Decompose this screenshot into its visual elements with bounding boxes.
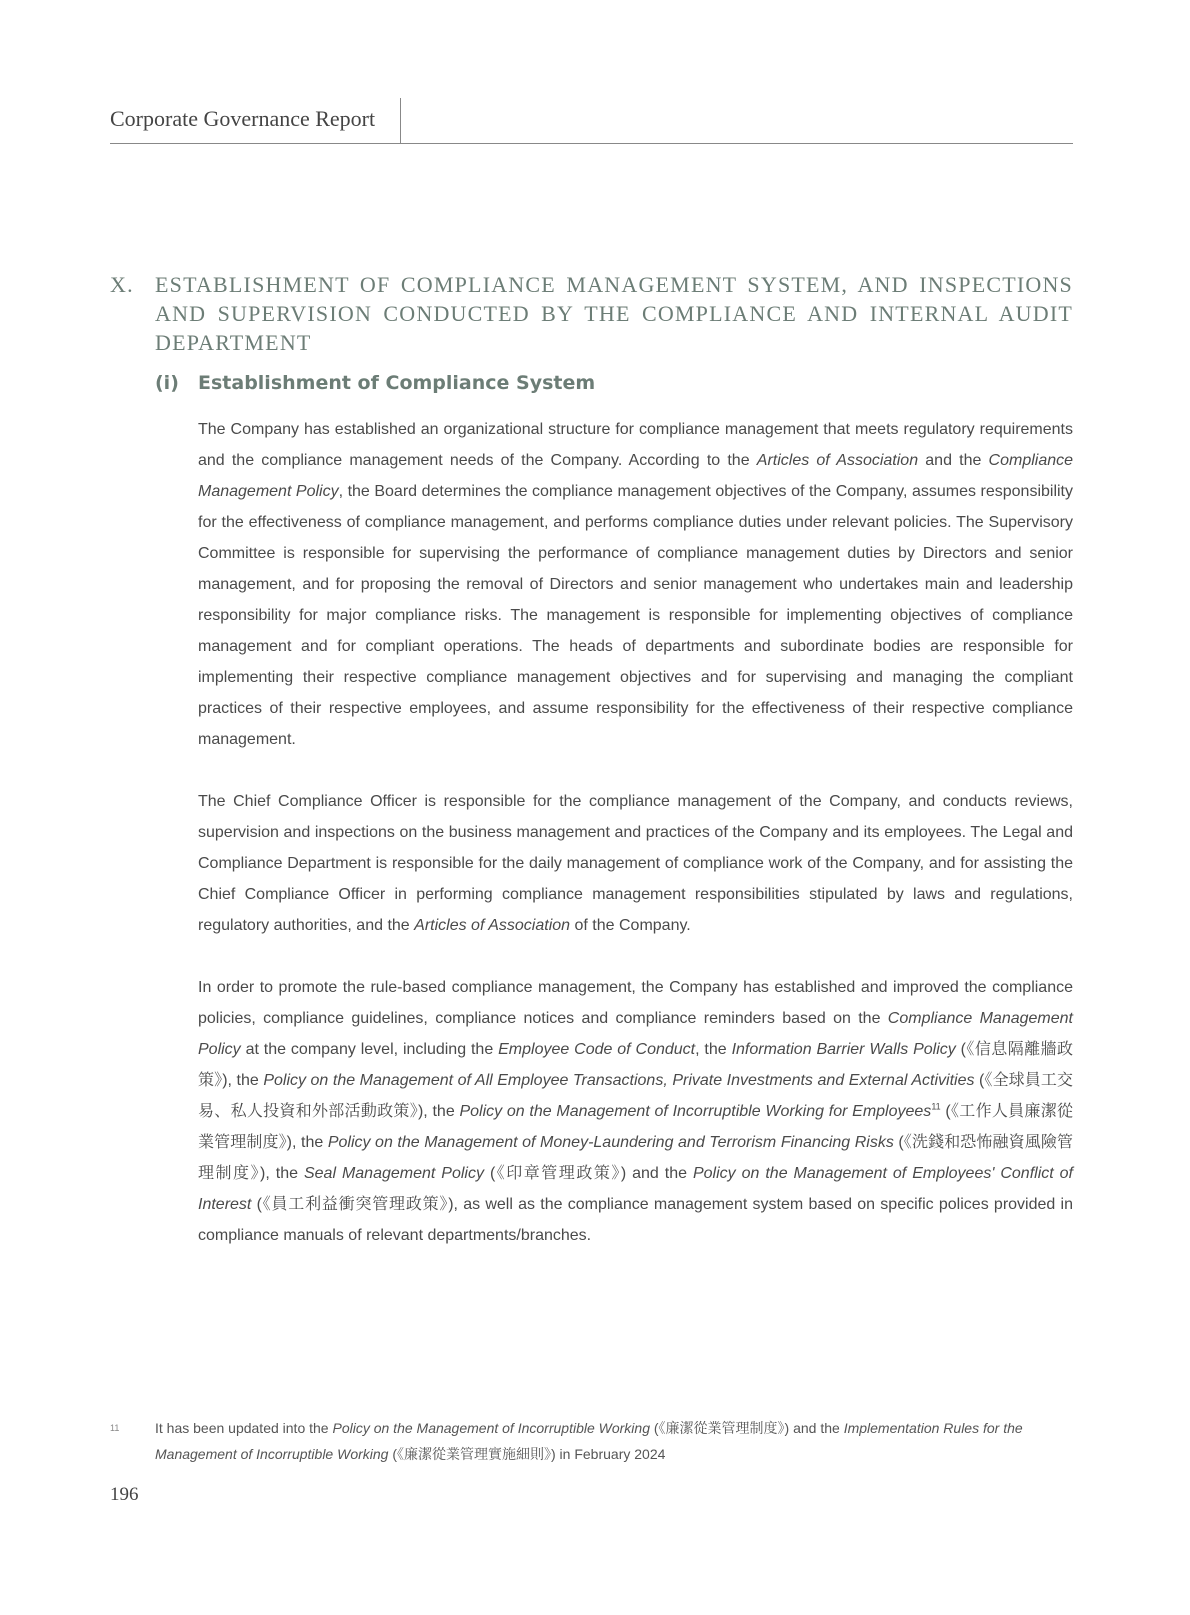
running-header-title: Corporate Governance Report	[110, 106, 376, 131]
text-run: (《廉潔從業管理制度》) and the	[649, 1420, 844, 1436]
footnote	[110, 1415, 1073, 1467]
italic-title: Articles of Association	[414, 917, 571, 934]
subsection-number: (i)	[155, 372, 179, 394]
footnote-reference: 11	[931, 1101, 941, 1112]
text-run: of the Company.	[570, 917, 691, 934]
italic-title: Articles of Association	[756, 452, 919, 469]
text-run: (《印章管理政策》) and the	[483, 1165, 693, 1182]
italic-title: Policy on the Management of All Employee Transactions, Private Investments and External Activities	[263, 1072, 975, 1089]
italic-title: Information Barrier Walls Policy	[731, 1041, 956, 1058]
section-title: ESTABLISHMENT OF COMPLIANCE MANAGEMENT SYSTEM, AND INSPECTIONS AND SUPERVISION CONDUCTED BY THE COMPLIANCE AND INTERNAL AUDIT DEPARTMENT	[155, 272, 1073, 355]
header-divider-vertical	[400, 98, 401, 143]
text-run: The Company has established an organizational structure for compliance management that meets regulatory requirements and the compliance management needs of the Company. According to the	[198, 421, 1073, 469]
italic-title: Compliance Management Policy	[198, 1010, 1073, 1058]
text-run: , the Board determines the compliance management objectives of the Company, assumes responsibility for the effectiveness of compliance management, and performs compliance duties under relevant policies. The Supervisory Committee is responsible for supervising the performance of compliance management duties by Directors and senior management, and for proposing the removal of Directors and senior management who undertakes main and leadership responsibility for major compliance risks. The management is responsible for implementing objectives of compliance management and for compliant operations. The heads of departments and subordinate bodies are responsible for implementing their respective compliance management objectives and for supervising and managing the compliant practices of their respective employees, and assume responsibility for the effectiveness of their respective compliance management.	[198, 483, 1074, 748]
header-rule	[110, 143, 1073, 144]
text-run: (《員工利益衝突管理政策》), as well as the compliance management system based on specific polices provided in compliance manuals of relevant departments/branches.	[198, 1196, 1073, 1244]
text-run: In order to promote the rule-based compliance management, the Company has established and improved the compliance policies, compliance guidelines, compliance notices and compliance reminders based on the	[198, 979, 1073, 1027]
subsection-heading	[155, 372, 595, 394]
italic-title: Employee Code of Conduct	[498, 1041, 696, 1058]
text-run: (《工作人員廉潔從業管理制度》), the	[198, 1103, 1073, 1151]
text-run: (《廉潔從業管理實施細則》) in February 2024	[388, 1446, 666, 1462]
italic-title: Policy on the Management of Money-Laundering and Terrorism Financing Risks	[327, 1134, 894, 1151]
text-run: and the	[918, 452, 989, 469]
text-run: (《洗錢和恐怖融資風險管理制度》), the	[198, 1134, 1073, 1182]
paragraph	[198, 972, 1073, 1251]
paragraph	[198, 414, 1073, 755]
italic-title: Policy on the Management of Incorruptible Working	[332, 1420, 650, 1436]
italic-title: Policy on the Management of Incorruptible Working for Employees	[459, 1103, 932, 1120]
footnote-text	[155, 1415, 1073, 1467]
text-run: The Chief Compliance Officer is responsible for the compliance management of the Company, and conducts reviews, supervision and inspections on the business management and practices of the Company and its employees. The Legal and Compliance Department is responsible for the daily management of compliance work of the Company, and for assisting the Chief Compliance Officer in performing compliance management responsibilities stipulated by laws and regulations, regulatory authorities, and the	[198, 793, 1073, 934]
text-run: (《全球員工交易、私人投資和外部活動政策》), the	[198, 1072, 1073, 1120]
italic-title: Implementation Rules for the Management of Incorruptible Working	[155, 1420, 1023, 1462]
text-run: (《信息隔離牆政策》), the	[198, 1041, 1074, 1089]
section-number: X.	[110, 272, 134, 297]
italic-title: Policy on the Management of Employees' Conflict of Interest	[198, 1165, 1073, 1213]
page-number: 196	[110, 1484, 139, 1505]
subsection-title: Establishment of Compliance System	[198, 372, 596, 394]
text-run: at the company level, including the	[240, 1041, 499, 1058]
italic-title: Seal Management Policy	[303, 1165, 484, 1182]
italic-title: Compliance Management Policy	[198, 452, 1074, 500]
paragraph	[198, 786, 1073, 941]
body-text	[198, 414, 1073, 1282]
section-heading	[110, 270, 1073, 357]
footnote-mark: 11	[110, 1423, 120, 1433]
text-run: It has been updated into the	[155, 1420, 333, 1436]
text-run: , the	[695, 1041, 732, 1058]
